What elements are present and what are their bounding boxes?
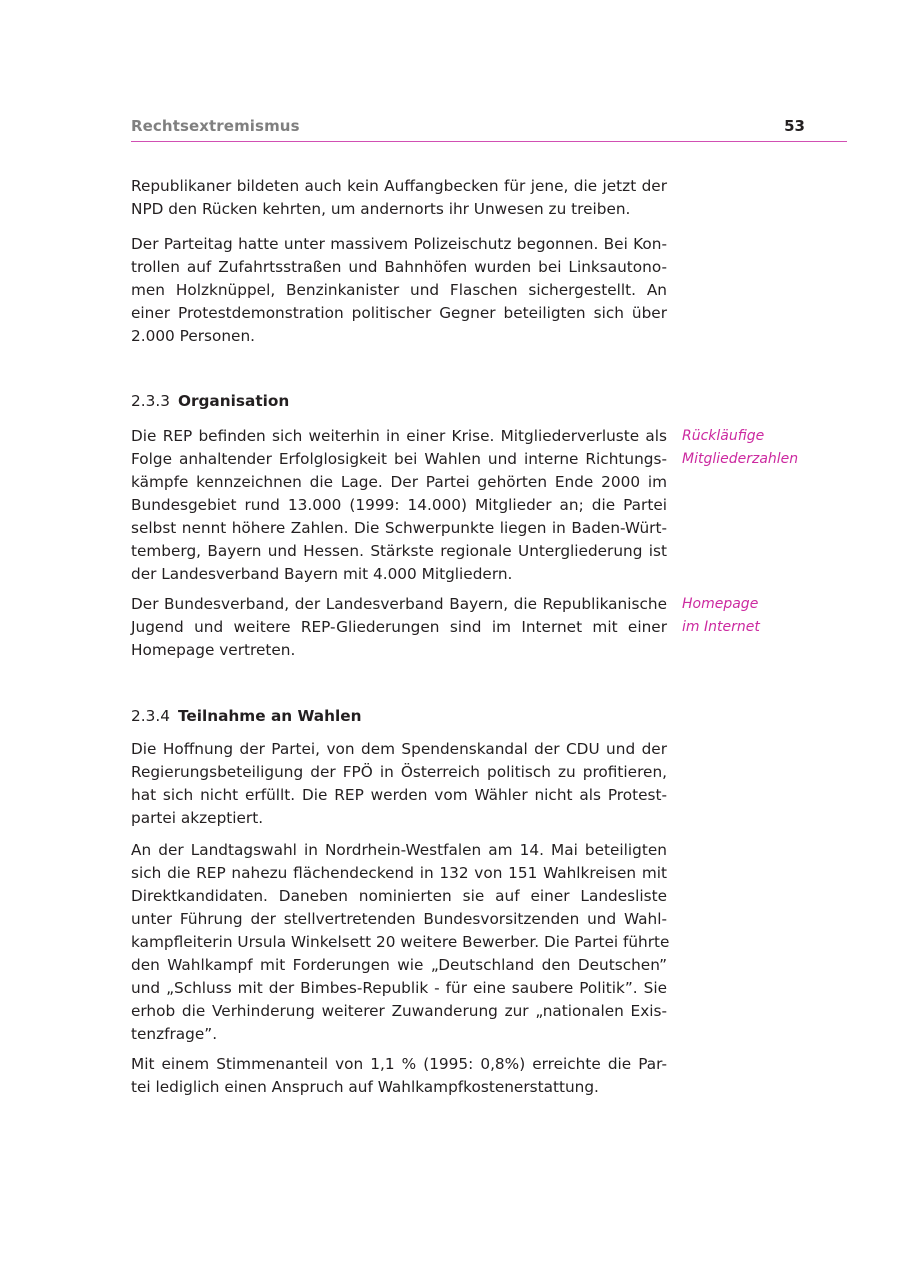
text-line: Bundesgebiet rund 13.000 (1999: 14.000) Mitglieder an; die Partei xyxy=(131,496,667,514)
margin-note-membership xyxy=(682,425,862,471)
text-line: Direktkandidaten. Daneben nominierten sie auf einer Landesliste xyxy=(131,887,667,905)
text-line: Republikaner bildeten auch kein Auffangbecken für jene, die jetzt der xyxy=(131,177,667,195)
text-line: temberg, Bayern und Hessen. Stärkste regionale Untergliederung ist xyxy=(131,542,667,560)
margin-note-line: Rückläufige xyxy=(682,428,765,444)
header-divider xyxy=(131,141,847,142)
paragraph-intro-2 xyxy=(131,233,667,348)
text-line: Die Hoffnung der Partei, von dem Spendenskandal der CDU und der xyxy=(131,740,667,758)
text-line: NPD den Rücken kehrten, um andernorts ihr Unwesen zu treiben. xyxy=(131,200,631,218)
section-heading-organisation xyxy=(131,390,289,412)
section-number: 2.3.3 xyxy=(131,392,170,410)
page-number: 53 xyxy=(784,117,805,135)
text-line: Der Bundesverband, der Landesverband Bayern, die Republikanische xyxy=(131,595,667,613)
text-line: erhob die Verhinderung weiterer Zuwanderung zur „nationalen Exis- xyxy=(131,1002,667,1020)
text-line: der Landesverband Bayern mit 4.000 Mitgliedern. xyxy=(131,565,513,583)
margin-note-line: Homepage xyxy=(682,596,759,612)
section-title: Teilnahme an Wahlen xyxy=(177,707,362,725)
section-number: 2.3.4 xyxy=(131,707,170,725)
paragraph-elections-2 xyxy=(131,839,670,1046)
paragraph-elections-3 xyxy=(131,1053,667,1099)
margin-note-line: im Internet xyxy=(682,619,760,635)
text-line: Regierungsbeteiligung der FPÖ in Österreich politisch zu profitieren, xyxy=(131,763,667,781)
text-line: 2.000 Personen. xyxy=(131,327,256,345)
running-header-title: Rechtsextremismus xyxy=(131,117,300,135)
paragraph-organisation-2 xyxy=(131,593,667,662)
text-line: kampfleiterin Ursula Winkelsett 20 weitere Bewerber. Die Partei führte xyxy=(131,933,670,951)
section-heading-elections xyxy=(131,705,362,727)
paragraph-organisation-1 xyxy=(131,425,667,586)
paragraph-elections-1 xyxy=(131,738,667,830)
paragraph-intro-1 xyxy=(131,175,667,221)
text-line: Jugend und weitere REP-Gliederungen sind im Internet mit einer xyxy=(131,618,667,636)
text-line: selbst nennt höhere Zahlen. Die Schwerpunkte liegen in Baden-Würt- xyxy=(131,519,667,537)
text-line: kämpfe kennzeichnen die Lage. Der Partei gehörten Ende 2000 im xyxy=(131,473,667,491)
text-line: den Wahlkampf mit Forderungen wie „Deutschland den Deutschen” xyxy=(131,956,667,974)
text-line: tei lediglich einen Anspruch auf Wahlkampfkostenerstattung. xyxy=(131,1078,599,1096)
text-line: hat sich nicht erfüllt. Die REP werden vom Wähler nicht als Protest- xyxy=(131,786,667,804)
text-line: Homepage vertreten. xyxy=(131,641,296,659)
text-line: partei akzeptiert. xyxy=(131,809,264,827)
section-title: Organisation xyxy=(177,392,290,410)
text-line: unter Führung der stellvertretenden Bundesvorsitzenden und Wahl- xyxy=(131,910,667,928)
text-line: einer Protestdemonstration politischer Gegner beteiligten sich über xyxy=(131,304,667,322)
text-line: und „Schluss mit der Bimbes-Republik - für eine saubere Politik”. Sie xyxy=(131,979,667,997)
text-line: sich die REP nahezu flächendeckend in 132 von 151 Wahlkreisen mit xyxy=(131,864,667,882)
text-line: men Holzknüppel, Benzinkanister und Flaschen sichergestellt. An xyxy=(131,281,667,299)
text-line: An der Landtagswahl in Nordrhein-Westfalen am 14. Mai beteiligten xyxy=(131,841,667,859)
text-line: Folge anhaltender Erfolglosigkeit bei Wahlen und interne Richtungs- xyxy=(131,450,667,468)
text-line: Die REP befinden sich weiterhin in einer Krise. Mitgliederverluste als xyxy=(131,427,667,445)
margin-note-homepage xyxy=(682,593,862,639)
text-line: trollen auf Zufahrtsstraßen und Bahnhöfen wurden bei Linksautono- xyxy=(131,258,667,276)
margin-note-line: Mitgliederzahlen xyxy=(682,451,799,467)
text-line: Mit einem Stimmenanteil von 1,1 % (1995: 0,8%) erreichte die Par- xyxy=(131,1055,667,1073)
running-header xyxy=(131,117,847,141)
text-line: Der Parteitag hatte unter massivem Polizeischutz begonnen. Bei Kon- xyxy=(131,235,667,253)
text-line: tenzfrage”. xyxy=(131,1025,218,1043)
